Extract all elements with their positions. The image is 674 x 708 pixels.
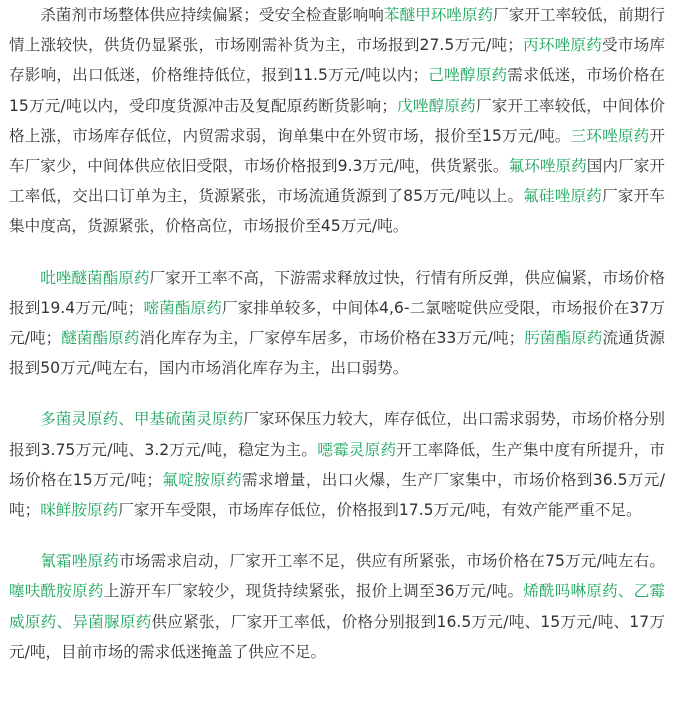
paragraph-text: 厂家开车受限，市场库存低位，价格报到17.5万元/吨，有效产能严重不足。 — [118, 501, 642, 520]
product-name-highlight: 噻呋酰胺原药 — [9, 582, 104, 601]
paragraph-text: 厂家开工率较低，前期行情上涨较快，供货仍显紧张，市场刚需补货为主，市场报到27.5万元/吨； — [9, 6, 665, 55]
paragraph-text: 供应紧张，厂家开工率低，价格分别报到16.5万元/吨、15万元/吨、17万元/吨，目前市场的需求低迷掩盖了供应不足。 — [9, 612, 665, 661]
product-name-highlight: 己唑醇原药 — [428, 66, 508, 85]
paragraph-text: 开车厂家少，中间体供应依旧受限，市场价格报到9.3万元/吨，供货紧张。 — [9, 126, 665, 176]
paragraph-benzimidazole-fungicides — [9, 404, 665, 525]
paragraph-text: 厂家开车集中度高，货源紧张，价格高位，市场报价至45万元/吨。 — [9, 187, 665, 236]
product-name-highlight: 嘧菌酯原药 — [143, 298, 222, 317]
product-name-highlight: 苯醚甲环唑原药 — [383, 6, 494, 24]
product-name-highlight: 三环唑原药 — [570, 126, 650, 145]
paragraph-text: 需求低迷，市场价格在15万元/吨以内，受印度货源冲击及复配原药断货影响； — [9, 66, 665, 115]
product-name-highlight: 戊唑醇原药 — [396, 96, 476, 115]
product-name-highlight: 氰霜唑原药 — [40, 552, 120, 571]
product-name-highlight: 氟啶胺原药 — [161, 470, 243, 489]
paragraph-text: 国内厂家开工率低，交出口订单为主，货源紧张，市场流通货源到了85万元/吨以上。 — [9, 157, 665, 206]
paragraph-text: 受市场库存影响，出口低迷，价格维持低位，报到11.5万元/吨以内； — [9, 36, 665, 85]
paragraph-triazole-fungicides — [9, 0, 665, 242]
paragraph-text: 厂家开工率不高，下游需求释放过快，行情有所反弹，供应偏紧，市场价格报到19.4万元/吨； — [9, 268, 665, 317]
product-name-highlight: 吡唑醚菌酯原药 — [40, 268, 150, 287]
paragraph-text: 需求增量，出口火爆，生产厂家集中，市场价格到36.5万元/吨； — [9, 470, 665, 520]
paragraph-text: 厂家环保压力较大，库存低位，出口需求弱势，市场价格分别报到3.75万元/吨、3.2万元/吨，稳定为主。 — [9, 410, 665, 459]
paragraph-text: 杀菌剂市场整体供应持续偏紧；受安全检查影响响 — [40, 6, 384, 24]
product-name-highlight: 噁霉灵原药 — [317, 440, 397, 459]
paragraph-other-fungicides — [9, 546, 665, 667]
product-name-highlight: 醚菌酯原药 — [61, 329, 140, 348]
paragraph-text: 厂家排单较多，中间体4,6-二氯嘧啶供应受限，市场报价在37万元/吨； — [9, 298, 665, 348]
product-name-highlight: 丙环唑原药 — [522, 36, 603, 55]
product-name-highlight: 多菌灵原药、甲基硫菌灵原药 — [40, 410, 244, 429]
paragraph-text: 上游开车厂家较少，现货持续紧张，报价上调至36万元/吨。 — [103, 582, 524, 601]
paragraph-strobilurin-fungicides — [9, 263, 665, 384]
paragraph-text: 流通货源报到50万元/吨左右，国内市场消化库存为主，出口弱势。 — [9, 329, 665, 378]
paragraph-text: 开工率降低，生产集中度有所提升，市场价格在15万元/吨； — [9, 440, 665, 489]
paragraph-text: 市场需求启动，厂家开工率不足，供应有所紧张，市场价格在75万元/吨左右。 — [119, 552, 665, 571]
product-name-highlight: 烯酰吗啉原药、乙霉威原药、异菌脲原药 — [9, 582, 665, 631]
product-name-highlight: 氟硅唑原药 — [523, 187, 603, 206]
product-name-highlight: 肟菌酯原药 — [524, 329, 603, 348]
product-name-highlight: 咪鲜胺原药 — [40, 501, 119, 520]
product-name-highlight: 氟环唑原药 — [508, 157, 587, 176]
paragraph-text: 消化库存为主，厂家停车居多，市场价格在33万元/吨； — [139, 329, 525, 348]
paragraph-text: 厂家开工率较低，中间体价格上涨，市场库存低位，内贸需求弱，询单集中在外贸市场，报价至15万元/吨。 — [9, 96, 665, 145]
